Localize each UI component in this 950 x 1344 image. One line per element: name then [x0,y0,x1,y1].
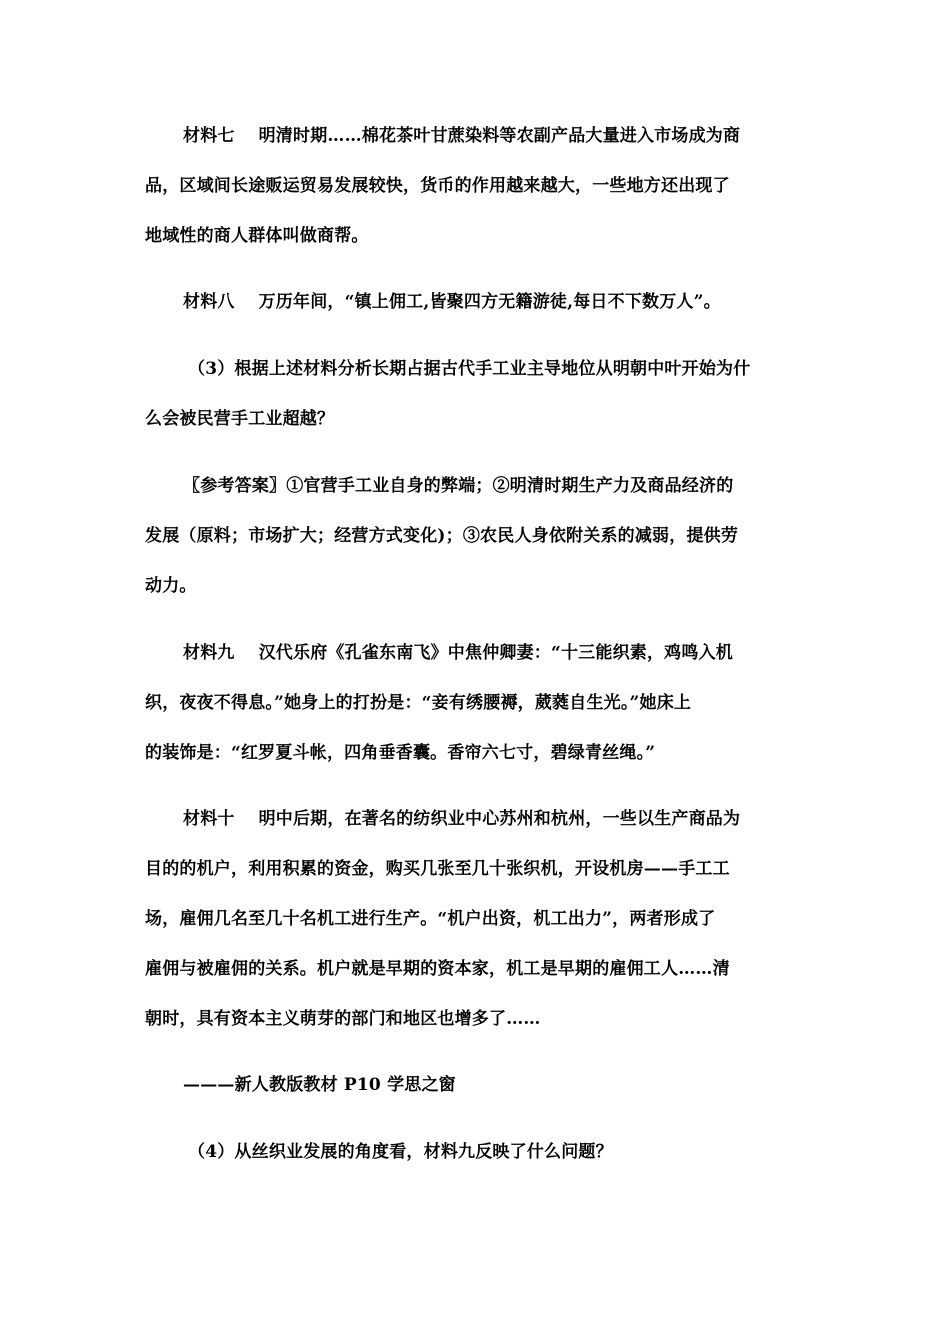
material9-line1 [183,641,733,665]
material7-line2: 品，区域间长途贩运贸易发展较快，货币的作用越来越大，一些地方还出现了 [145,176,730,196]
answer3-line3: 动力。 [145,576,197,596]
material7-label: 材料七 [183,126,235,146]
material10-line2: 目的的机户，利用积累的资金，购买几张至几十张织机，开设机房——手工工 [145,859,730,879]
material7-line1 [183,124,740,148]
question4-line1: （4）从丝织业发展的角度看，材料九反映了什么问题？ [188,1142,613,1162]
material8-label: 材料八 [183,292,235,312]
material10-text: 明中后期，在著名的纺织业中心苏州和杭州，一些以生产商品为 [258,809,741,829]
material9-line3: 的装饰是：“红罗夏斗帐，四角垂香囊。香帘六七寸，碧绿青丝绳。” [145,743,656,763]
material10-line4: 雇佣与被雇佣的关系。机户就是早期的资本家，机工是早期的雇佣工人……清 [145,959,730,979]
material8-text: 万历年间，“镇上佣工,皆聚四方无籍游徒,每日不下数万人”。 [258,292,721,312]
material7-text: 明清时期……棉花茶叶甘蔗染料等农副产品大量进入市场成为商 [258,126,741,146]
material10-label: 材料十 [183,809,235,829]
question3-line2: 么会被民营手工业超越？ [145,409,335,429]
answer3-line1: 〖参考答案〗①官营手工业自身的弊端；②明清时期生产力及商品经济的 [183,476,734,496]
material9-line2: 织，夜夜不得息。”她身上的打扮是：“妾有绣腰褥，葳蕤自生光。”她床上 [145,693,692,713]
question3-line1: （3）根据上述材料分析长期占据古代手工业主导地位从明朝中叶开始为什 [188,359,751,379]
material10-line1 [183,807,740,831]
material10-line5: 朝时，具有资本主义萌芽的部门和地区也增多了…… [145,1009,541,1029]
material9-text: 汉代乐府《孔雀东南飞》中焦仲卿妻：“十三能织素，鸡鸣入机 [258,643,733,663]
material8-line1 [183,290,721,314]
material10-line3: 场，雇佣几名至几十名机工进行生产。“机户出资，机工出力”，两者形成了 [145,909,716,929]
material7-line3: 地域性的商人群体叫做商帮。 [145,226,369,246]
source-citation: ———新人教版教材 P10 学思之窗 [183,1075,456,1095]
answer3-line2: 发展（原料；市场扩大；经营方式变化)；③农民人身依附关系的减弱，提供劳 [145,526,739,546]
material9-label: 材料九 [183,643,235,663]
